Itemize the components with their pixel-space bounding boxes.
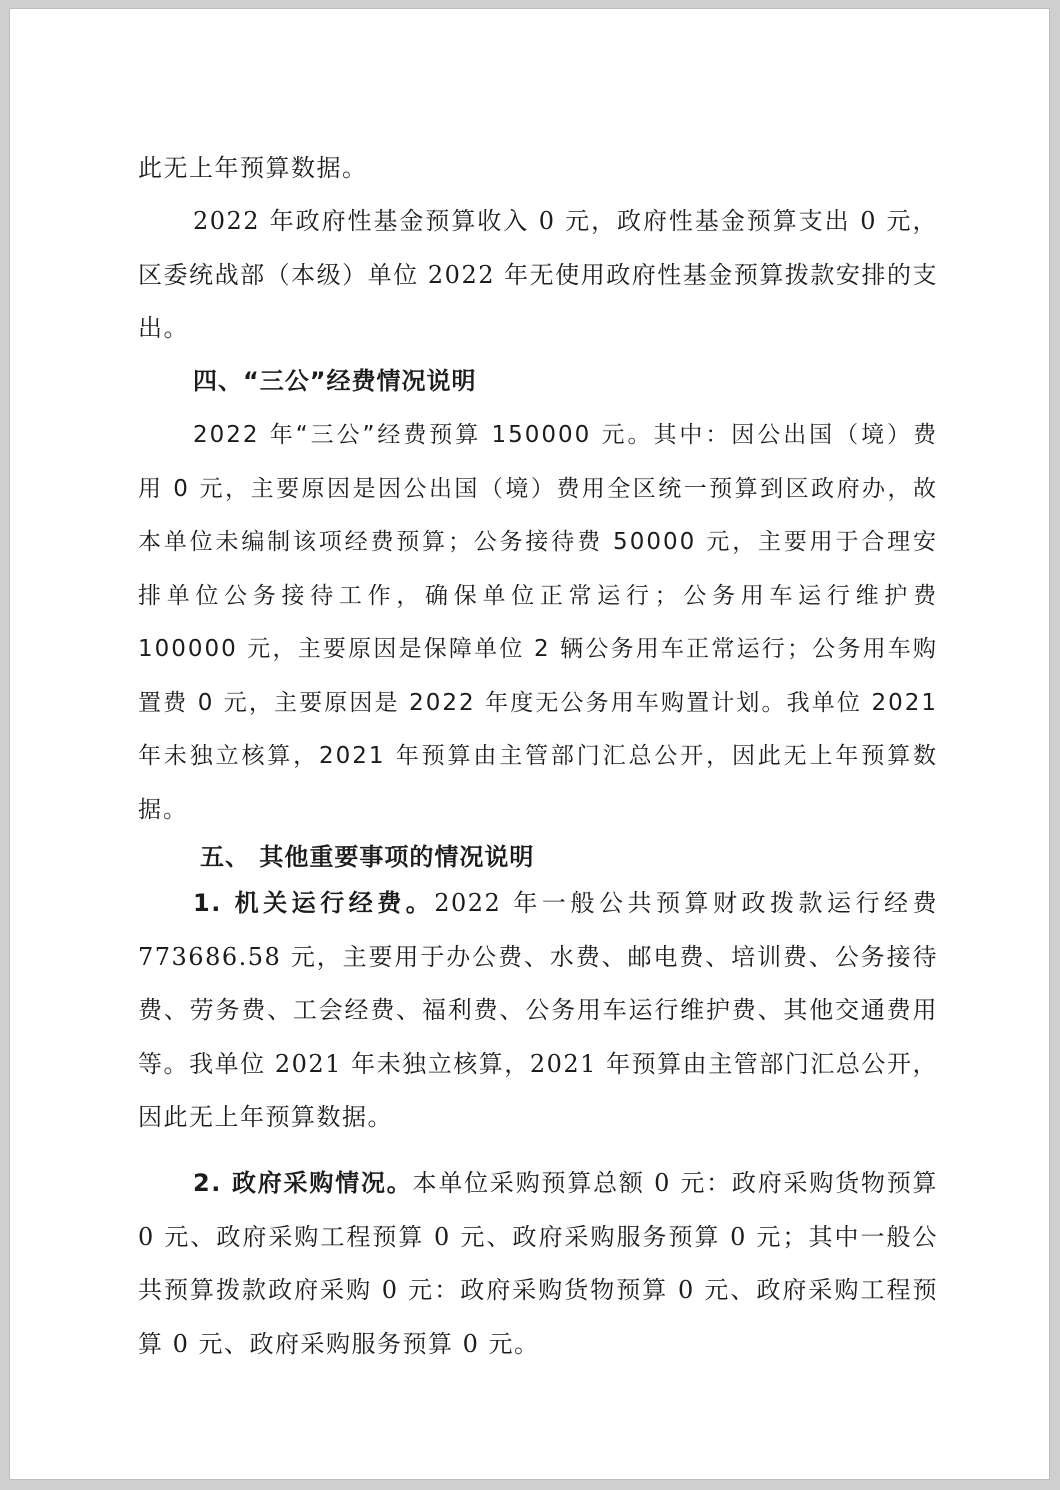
paragraph-three-public-funds: 2022 年“三公”经费预算 150000 元。其中：因公出国（境）费用 0 元，主要原因是因公出国（境）费用全区统一预算到区政府办，故本单位未编制该项经费预算；公务接待费 50000 元，主要用于合理安排单位公务接待工作，确保单位正常运行；公务用车运行维护费 100000 元，主要原因是保障单位 2 辆公务用车正常运行；公务用车购置费 0 元，主要原因是 2022 年度无公务用车购置计划。我单位 2021 年未独立核算，2021 年预算由主管部门汇总公开，因此无上年预算数据。 <box>138 422 938 823</box>
item-operating-expenses-title: 1. 机关运行经费。 <box>193 889 435 917</box>
item-operating-expenses <box>138 877 938 1145</box>
item-government-procurement <box>138 1157 938 1371</box>
document-page <box>10 9 1049 1479</box>
item-procurement-title: 2. 政府采购情况。 <box>193 1169 413 1197</box>
section-heading-four: 四、“三公”经费情况说明 <box>193 367 477 395</box>
paragraph-government-fund: 2022 年政府性基金预算收入 0 元，政府性基金预算支出 0 元，区委统战部（本级）单位 2022 年无使用政府性基金预算拨款安排的支出。 <box>138 207 938 342</box>
section-heading-five: 五、 其他重要事项的情况说明 <box>200 843 535 871</box>
paragraph-continuation: 此无上年预算数据。 <box>138 154 368 182</box>
item-procurement-body: 本单位采购预算总额 0 元：政府采购货物预算 0 元、政府采购工程预算 0 元、政府采购服务预算 0 元；其中一般公共预算拨款政府采购 0 元：政府采购货物预算 0 元、政府采购工程预算 0 元、政府采购服务预算 0 元。 <box>138 1169 938 1358</box>
item-operating-expenses-body: 2022 年一般公共预算财政拨款运行经费 773686.58 元，主要用于办公费、水费、邮电费、培训费、公务接待费、劳务费、工会经费、福利费、公务用车运行维护费、其他交通费用等。我单位 2021 年未独立核算，2021 年预算由主管部门汇总公开，因此无上年预算数据。 <box>138 889 938 1131</box>
